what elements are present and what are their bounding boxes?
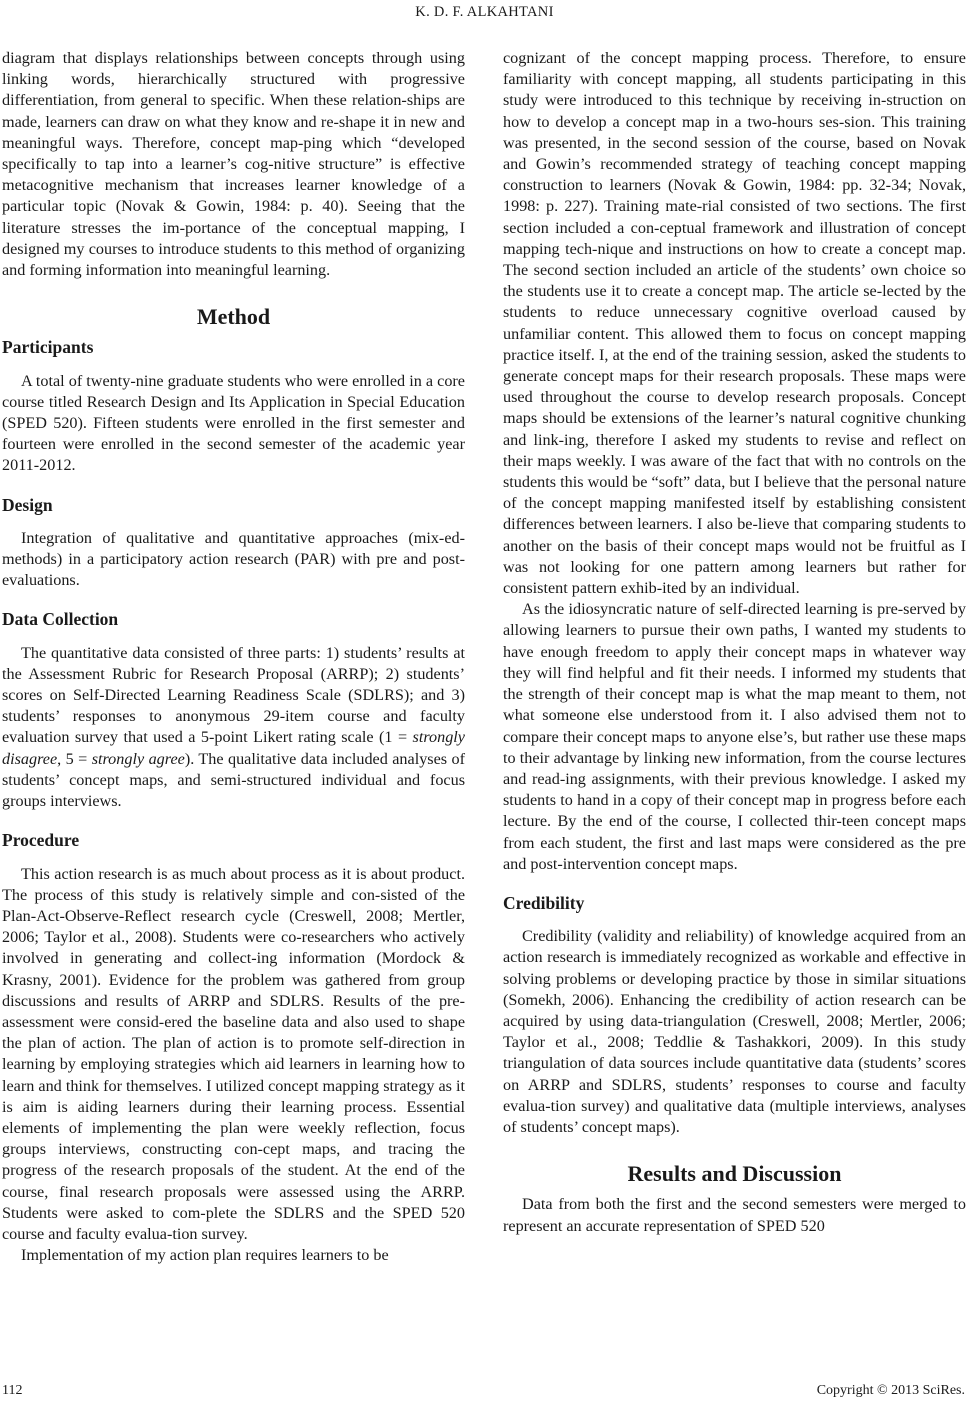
concept-mapping-paragraph: cognizant of the concept mapping process. Therefore, to ensure familiarity with concept mapping, all students participating in this study were introduced to this technique by receiving in-struction on how to develop a concept map in a two-hours ses-sion. This training was presented, in the second session of the course, based on Novak and Gowin’s recommended strategy of teaching concept mapping construction to learners (Novak & Gowin, 1984: pp. 32-34; Novak, 1998: p. 227). Training mate-rial consisted of two sections. The first section included a con-ceptual framework and illustration of concept mapping tech-nique and instructions on how to create a concept map. The second section included an article of the students’ own choice so the students use it to create a concept map. The article se-lected by the students to reduce unnecessary cognitive overload caused by unfamiliar content. This allowed them to focus on concept mapping practice itself. I, at the end of the training session, asked the students to generate concept maps for their research proposals. These maps were used throughout the course to develop research proposals. Concept maps should be extensions of the learner’s natural cognitive chunking and link-ing, therefore I asked my students to revise and reflect on their maps weekly. I was aware of the fact that with no controls on the students this would be “soft” data, but I believe that the personal nature of the concept mapping manifested itself by establishing consistent differences between learners. I also be-lieve that comparing students to another on the basis of their concept maps would not be fruitful as I was not looking for one pattern among learners but rather for consistent pattern exhib-ited by an individual. <box>503 49 966 598</box>
self-directed-paragraph: As the idiosyncratic nature of self-directed learning is pre-served by allowing learners to pursue their own paths, I wanted my students to have enough freedom to apply their concept maps in whatever way they will find helpful and fit their needs. I informed my students that the strength of their concept map is what the map meant to them, not what someone else understood from it. I also advised them not to compare their concept maps to anyone else’s, but rather use these maps to their advantage by linking new information, from the course lectures and read-ing assignments, with their previous knowledge. I asked my students to hand in a copy of their concept map in progress before each lecture. By the end of the course, I collected thir-teen concept maps from each student, the first and last maps were considered as the pre and post-intervention concept maps. <box>503 600 966 873</box>
procedure-heading: Procedure <box>2 830 80 851</box>
data-collection-heading: Data Collection <box>2 609 119 630</box>
running-head: K. D. F. ALKAHTANI <box>415 4 554 20</box>
credibility-paragraph: Credibility (validity and reliability) of knowledge acquired from an action research is immediately recognized as workable and effective in solving problems or developing practice by those in similar situations (Somekh, 2006). Enhancing the credibility of action research can be acquired by using data-triangulation (Creswell, 2008; Mertler, 2006; Taylor et al., 2008; Teddlie & Tashakkori, 2009). In this study triangulation of data sources include quantitative data (students’ scores on ARRP and SDLRS, students’ responses to course and faculty evalua-tion survey) and qualitative data (multiple interviews, analyses of students’ concept maps). <box>503 927 966 1136</box>
implementation-paragraph: Implementation of my action plan requires learners to be <box>21 1246 389 1265</box>
credibility-heading: Credibility <box>503 892 585 913</box>
likert-low-label: strongly disagree <box>2 728 465 768</box>
data-collection-paragraph <box>2 643 465 813</box>
participants-paragraph: A total of twenty-nine graduate students who were enrolled in a core course titled Research Design and Its Application in Special Education (SPED 520). Fifteen students were enrolled in the first semester and fourteen were enrolled in the second semester of the academic year 2011-2012. <box>2 371 465 475</box>
results-heading: Results and Discussion <box>627 1161 842 1187</box>
intro-paragraph: diagram that displays relationships between concepts through using linking words, hierarchically structured with progressive differentiation, from general to specific. When these relation-ships are made, learners can draw on what they know and re-shape it in new and meaningful ways. Therefore, concept map-ping which “developed specifically to tap into a learner’s cog-nitive structure” is effective metacognitive mechanism that increases learner knowledge of a particular topic (Novak & Gowin, 1984: p. 40). Seeing that the literature stresses the im-portance of the conceptual mapping, I designed my courses to introduce students to this method of organizing and forming information into meaningful learning. <box>2 49 465 280</box>
left-column <box>2 48 465 1266</box>
copyright-notice: Copyright © 2013 SciRes. <box>816 1383 965 1398</box>
method-heading: Method <box>196 304 271 330</box>
design-paragraph: Integration of qualitative and quantitative approaches (mix-ed-methods) in a participatory action research (PAR) with pre and post-evaluations. <box>2 528 465 590</box>
participants-heading: Participants <box>2 337 94 358</box>
data-collection-text-2: , 5 = <box>57 749 92 768</box>
data-collection-text-3: ). The qualitative data included analyses of students’ concept maps, and semi-structured individual and focus groups interviews. <box>2 749 465 811</box>
likert-high-label: strongly agree <box>91 749 185 768</box>
right-column <box>503 48 966 1237</box>
data-collection-text-1: The quantitative data consisted of three parts: 1) students’ results at the Assessment Rubric for Research Proposal (ARRP); 2) students’ scores on Self-Directed Learning Readiness Scale (SDLRS); and 3) students’ responses to anonymous 29-item course and faculty evaluation survey that used a 5-point Likert rating scale (1 = <box>2 643 465 747</box>
procedure-paragraph: This action research is as much about process as it is about product. The process of this study is relatively simple and con-sisted of the Plan-Act-Observe-Reflect research cycle (Creswell, 2008; Mertler, 2006; Taylor et al., 2008). Students were co-researchers who actively involved in generating and collect-ing information (Mordock & Krasny, 2001). Evidence for the problem was gathered from group discussions and results of ARRP and SDLRS. Results of the pre-assessment were consid-ered the baseline data and also used to shape the plan of action. The plan of action is to promote self-direction in learning by employing strategies which aid learners in learning how to learn and think for themselves. I utilized concept mapping strategy as it is aim is aiding learners during their learning process. Essential elements of implementing the plan were weekly reflection, focus groups interviews, constructing con-cept maps, and tracing the progress of the research proposals of the student. At the end of the course, final research proposals were assessed using the ARRP. Students were asked to com-plete the SDLRS and the SPED 520 course and faculty evalua-tion survey. <box>2 864 466 1243</box>
results-paragraph: Data from both the first and the second semesters were merged to represent an accurate representation of SPED 520 <box>503 1195 966 1235</box>
design-heading: Design <box>2 494 53 515</box>
page-number: 112 <box>2 1383 23 1398</box>
